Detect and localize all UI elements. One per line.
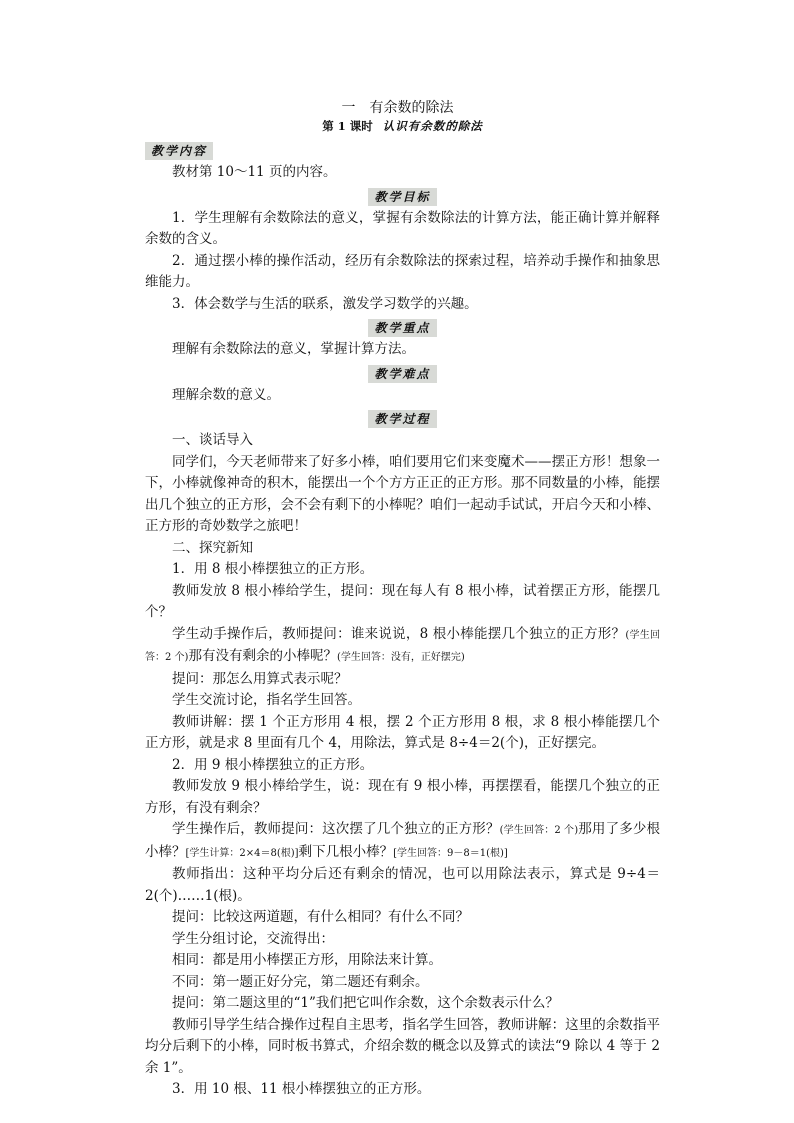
goal-2: 2．通过摆小棒的操作活动，经历有余数除法的探索过程，培养动手操作和抽象思维能力。 — [145, 252, 660, 290]
goal-1: 1．学生理解有余数除法的意义，掌握有余数除法的计算方法，能正确计算并解释余数的含义。 — [145, 209, 660, 247]
difficult-text: 理解余数的意义。 — [172, 386, 280, 403]
part-3-heading: 3．用 10 根、11 根小棒摆独立的正方形。 — [172, 1081, 431, 1097]
lesson-number: 第 1 课时 — [322, 119, 373, 133]
part-2-d: 提问：比较这两道题，有什么相同？有什么不同？ — [172, 909, 469, 925]
difficult-heading-row — [145, 363, 660, 383]
part-2-heading: 2．用 9 根小棒摆独立的正方形。 — [172, 756, 374, 773]
part-2-f: 相同：都是用小棒摆正方形，用除法来计算。 — [172, 952, 442, 968]
part-1-heading: 1．用 8 根小棒摆独立的正方形。 — [172, 561, 374, 577]
section-1-text: 同学们，今天老师带来了好多小棒，咱们要用它们来变魔术——摆正方形！想象一下，小棒就像神奇的积木，能摆出一个个方方正正的正方形。那不同数量的小棒，能摆出几个独立的正方形，会不会有剩下的小棒呢？咱们一起动手试试，开启今天和小棒、正方形的奇妙数学之旅吧！ — [145, 453, 660, 534]
unit-title: 一 有余数的除法 — [341, 100, 454, 116]
goals-heading-row — [145, 186, 660, 206]
part-1-d: 学生交流讨论，指名学生回答。 — [172, 692, 361, 708]
part-2-b-main: 学生操作后，教师提问：这次摆了几个独立的正方形？ — [172, 821, 500, 837]
part-2-g: 不同：第一题正好分完，第二题还有剩余。 — [172, 973, 429, 990]
student-calc-note: [学生计算：2×4＝8(根)] — [185, 847, 299, 859]
part-1-b-mid: 那有没有剩余的小棒呢？ — [188, 648, 337, 664]
difficult-heading: 教学难点 — [368, 365, 436, 383]
content-heading: 教学内容 — [145, 142, 213, 160]
part-2-b-mid: 那用了多少根小棒？ — [145, 821, 661, 860]
part-2-c: 教师指出：这种平均分后还有剩余的情况，也可以用除法表示，算式是 9÷4＝2(个)……1(根)。 — [145, 866, 660, 904]
content-heading-row — [145, 140, 660, 160]
part-2-e: 学生分组讨论，交流得出： — [172, 930, 334, 947]
process-heading-row — [145, 408, 660, 428]
student-answer-note: [学生回答：9－8＝1(根)] — [393, 847, 508, 859]
part-1-a: 教师发放 8 根小棒给学生，提问：现在每人有 8 根小棒，试着摆正方形，能摆几个？ — [145, 582, 660, 620]
part-2-i: 教师引导学生结合操作过程自主思考，指名学生回答，教师讲解：这里的余数指平均分后剩下的小棒，同时板书算式，介绍余数的概念以及算式的读法“9 除以 4 等于 2 余 1”。 — [145, 1016, 660, 1076]
lesson-subtitle — [145, 118, 660, 134]
lesson-name: 认识有余数的除法 — [382, 119, 483, 133]
part-2-b — [145, 819, 660, 864]
part-1-b-main: 学生动手操作后，教师提问：谁来说说，8 根小棒能摆几个独立的正方形？ — [172, 625, 626, 642]
section-2-heading: 二、探究新知 — [172, 539, 253, 556]
section-1-heading: 一、谈话导入 — [172, 432, 253, 448]
student-answer-note: (学生回答：2 个) — [145, 629, 660, 663]
part-1-e: 教师讲解：摆 1 个正方形用 4 根，摆 2 个正方形用 8 根，求 8 根小棒能摆几个正方形，就是求 8 里面有几个 4，用除法，算式是 8÷4＝2(个)，正好摆完。 — [145, 713, 660, 751]
part-2-h: 提问：第二题这里的“1”我们把它叫作余数，这个余数表示什么？ — [172, 995, 559, 1011]
document-page — [145, 98, 660, 1101]
part-2-a: 教师发放 9 根小棒给学生，说：现在有 9 根小棒，再摆摆看，能摆几个独立的正方形，有没有剩余？ — [145, 778, 660, 816]
goal-3: 3．体会数学与生活的联系，激发学习数学的兴趣。 — [172, 295, 478, 312]
part-1-c: 提问：那怎么用算式表示呢？ — [172, 670, 348, 687]
part-2-b-mid2: 剩下几根小棒？ — [298, 843, 394, 860]
key-heading-row — [145, 317, 660, 337]
content-text: 教材第 10～11 页的内容。 — [172, 164, 337, 180]
student-answer-note: (学生回答：没有，正好摆完) — [336, 652, 465, 663]
key-heading: 教学重点 — [368, 319, 436, 337]
key-text: 理解有余数除法的意义，掌握计算方法。 — [172, 341, 415, 357]
part-1-b — [145, 624, 660, 669]
goals-heading: 教学目标 — [368, 188, 436, 206]
student-answer-note: (学生回答：2 个) — [499, 825, 579, 836]
process-heading: 教学过程 — [368, 410, 436, 428]
